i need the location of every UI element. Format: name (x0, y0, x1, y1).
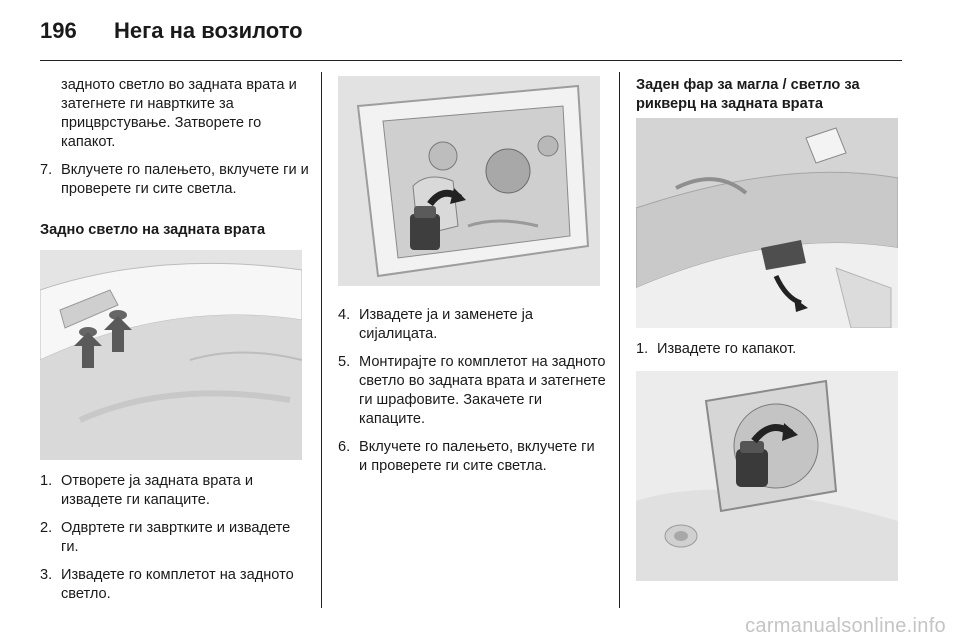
watermark: carmanualsonline.info (745, 615, 946, 637)
steps-list (636, 340, 902, 359)
column-divider-2 (619, 72, 620, 608)
step-item-1 (40, 472, 310, 510)
step-item-3 (40, 566, 310, 604)
step-text: Извадете го капакот. (657, 341, 797, 357)
column-2 (338, 76, 606, 476)
step-text: Одвртете ги завртките и извадете ги. (61, 520, 291, 555)
page-header (40, 12, 920, 52)
page-number: 196 (40, 18, 77, 43)
step-text: Извадете го комплетот на задното светло. (61, 567, 294, 602)
step-number: 6. (338, 439, 351, 455)
column-3 (636, 76, 902, 581)
steps-list (40, 472, 310, 604)
step-text: Монтирајте го комплетот на задното светло во задната врата и затегнете ги шрафовите. Закачете ги капаците. (359, 354, 606, 427)
step-number: 7. (40, 162, 53, 178)
tailgate-illustration (40, 250, 302, 460)
step-number: 1. (40, 473, 53, 489)
step-text: Извадете ја и заменете ја сијалицата. (359, 307, 534, 342)
step-text: Отворете ја задната врата и извадете ги капаците. (61, 473, 253, 508)
step-item-4 (338, 306, 606, 344)
step-number: 2. (40, 520, 53, 536)
step-number: 4. (338, 307, 351, 323)
tailgate-cover-illustration (636, 118, 898, 328)
bulb-holder-illustration (338, 76, 600, 286)
step-number: 3. (40, 567, 53, 583)
page-title: Нега на возилото (114, 18, 303, 43)
steps-list (338, 306, 606, 476)
column-1 (40, 76, 310, 604)
header-divider (40, 60, 902, 61)
step-item-2 (40, 519, 310, 557)
step-item-5 (338, 353, 606, 429)
step-number: 1. (636, 341, 649, 357)
figure-tailgate-caps (40, 250, 302, 460)
step-text: Вклучете го палењето, вклучете ги и проверете ги сите светла. (61, 162, 309, 197)
step-item-1 (636, 340, 902, 359)
column-divider-1 (321, 72, 322, 608)
step-number: 5. (338, 354, 351, 370)
figure-bulb-holder (338, 76, 600, 286)
step-item-6 (338, 438, 606, 476)
section-title-tail-light: Задно светло на задната врата (40, 222, 266, 238)
section-title-fog-reverse-light: Заден фар за магла / светло за рикверц на задната врата (636, 77, 860, 112)
figure-fog-lamp-bulb (636, 371, 898, 581)
step-text: Вклучете го палењето, вклучете ги и проверете ги сите светла. (359, 439, 595, 474)
figure-tailgate-cover (636, 118, 898, 328)
fog-lamp-illustration (636, 371, 898, 581)
step-item-7 (40, 161, 310, 199)
continuation-text: задното светло во задната врата и затегнете ги навртките за прицврстување. Затворете го капакот. (61, 77, 297, 150)
